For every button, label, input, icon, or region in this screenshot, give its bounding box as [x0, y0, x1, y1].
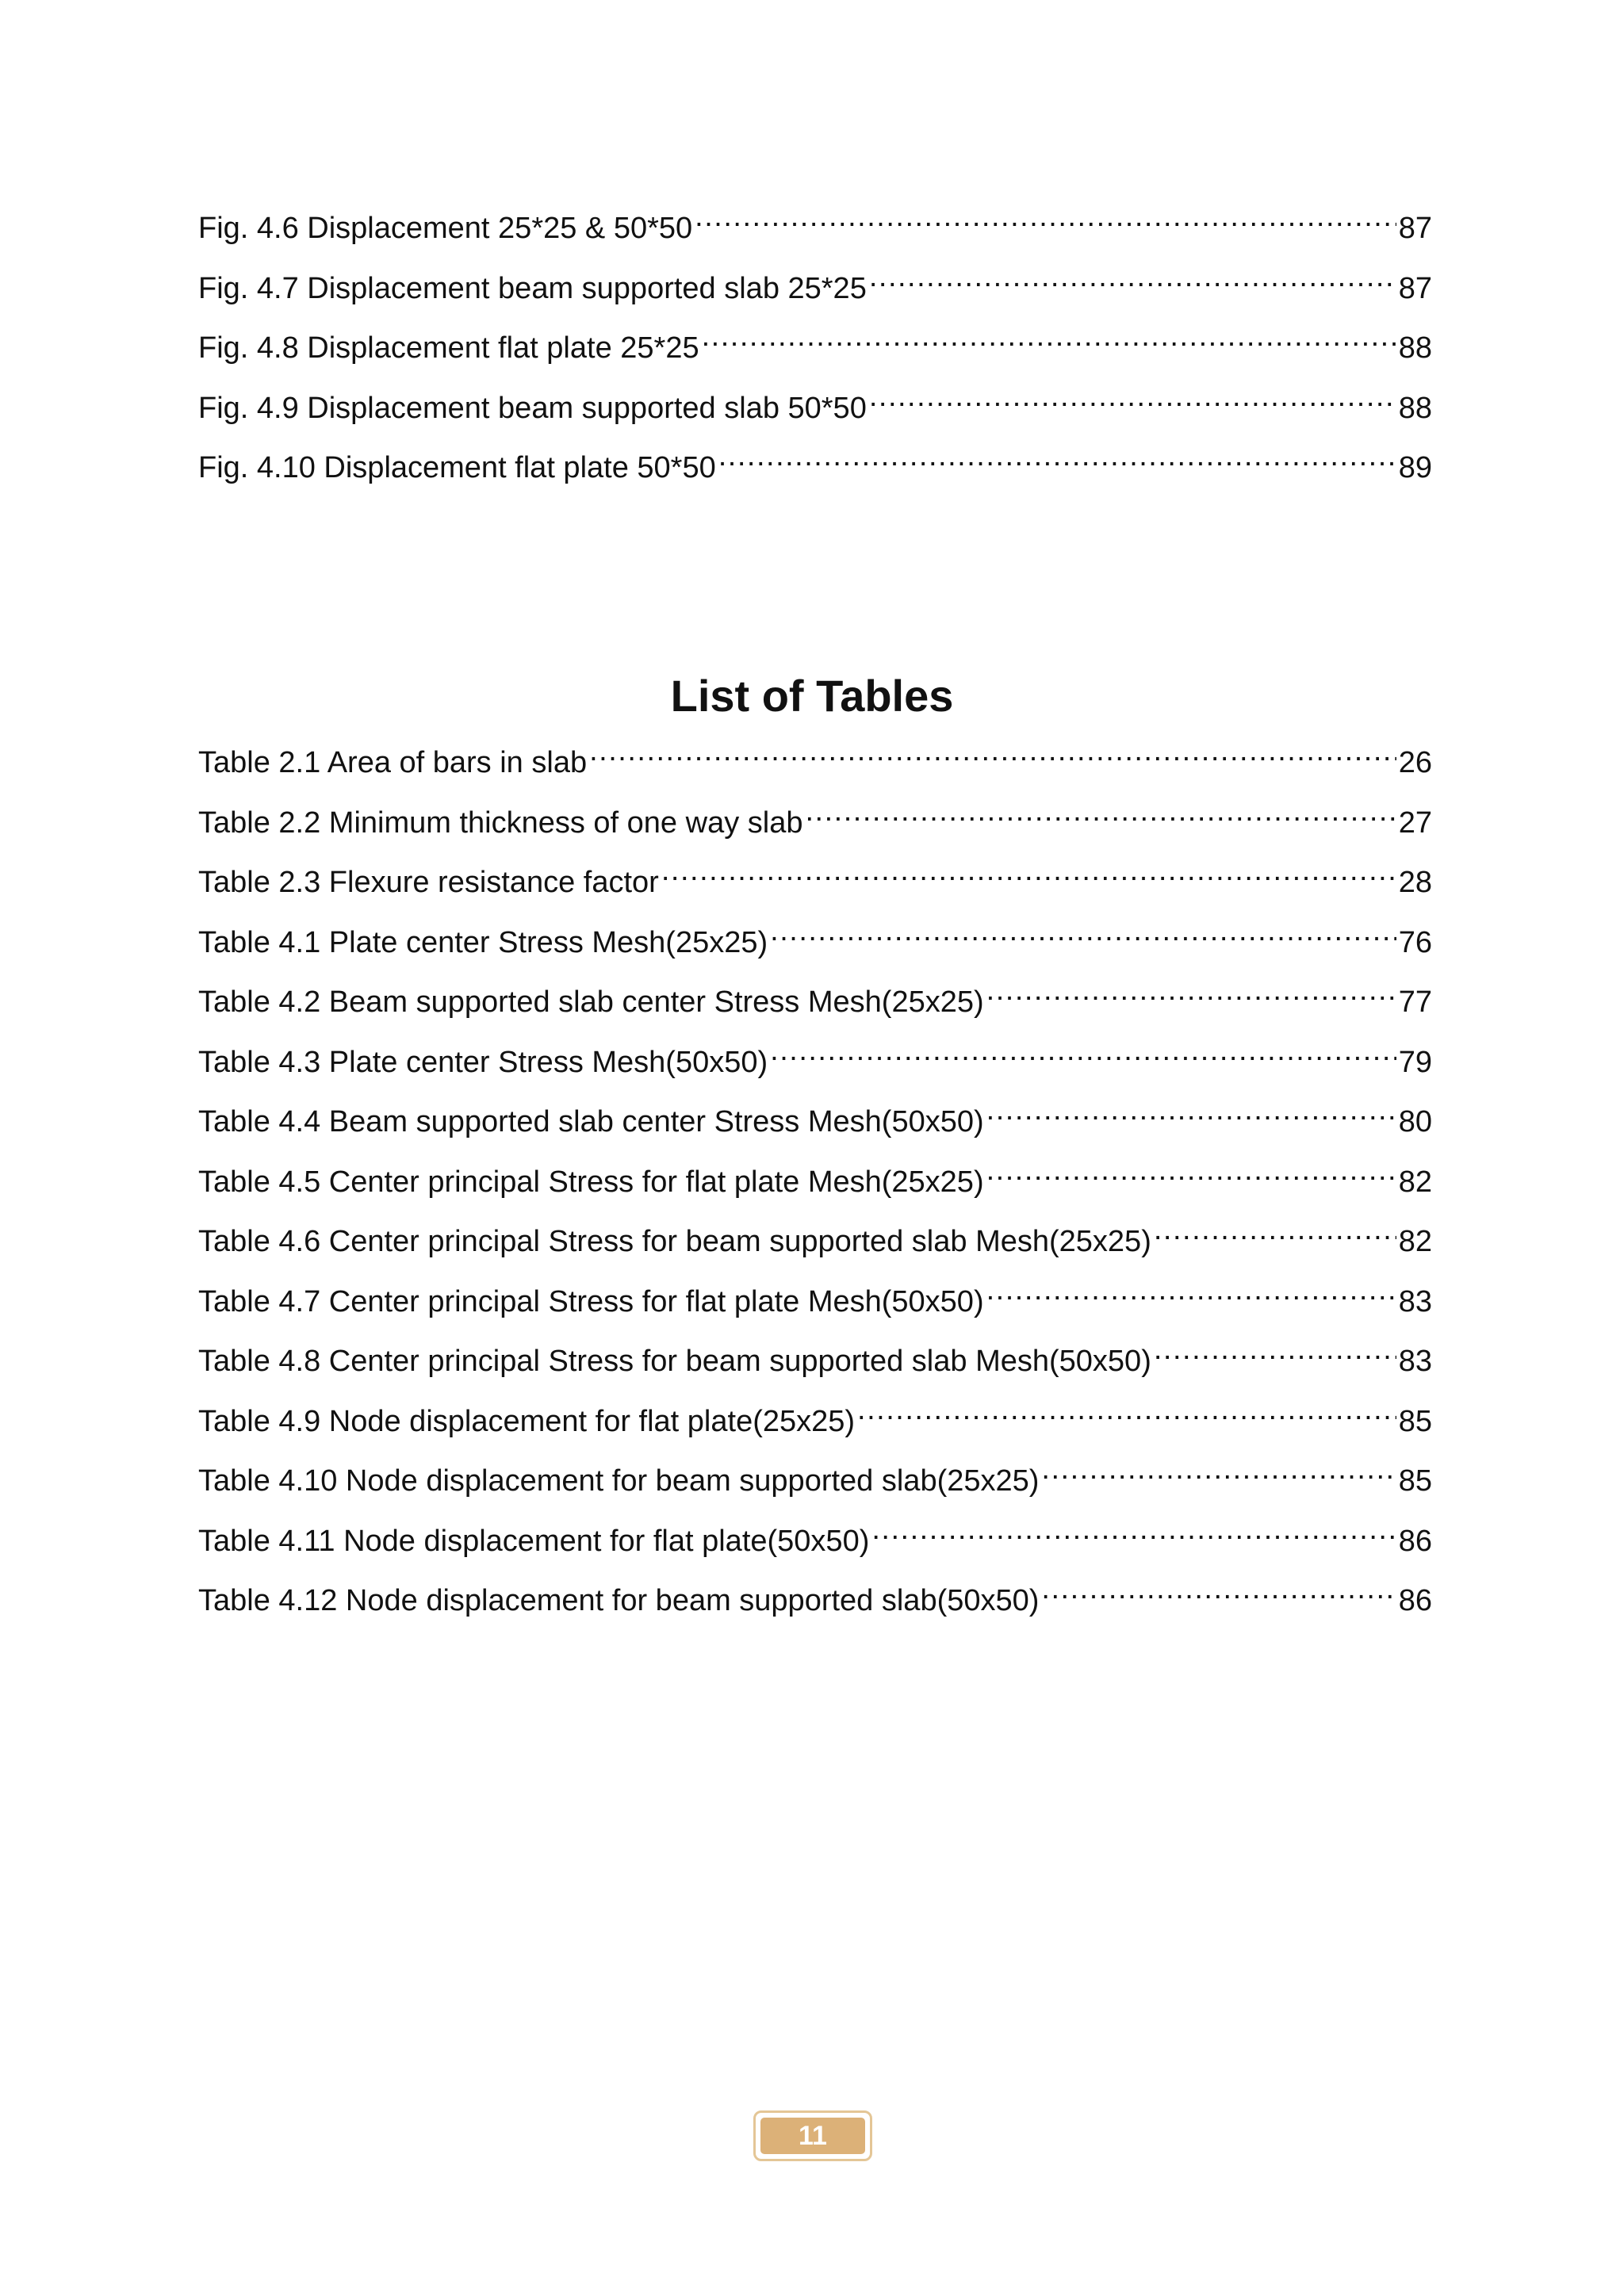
toc-entry-page: 82 — [1398, 1225, 1432, 1258]
toc-entry-page: 83 — [1398, 1345, 1432, 1378]
dot-leader — [871, 1510, 1396, 1551]
toc-entry-title: Table 4.1 Plate center Stress Mesh(25x25) — [198, 925, 768, 959]
toc-entry-page: 82 — [1398, 1165, 1432, 1199]
toc-entry-page: 27 — [1398, 806, 1432, 840]
toc-entry-title: Table 4.4 Beam supported slab center Stress Mesh(50x50) — [198, 1105, 984, 1138]
dot-leader — [702, 316, 1396, 358]
toc-entry-page: 86 — [1398, 1524, 1432, 1558]
toc-entry[interactable] — [198, 1090, 1432, 1150]
toc-entry[interactable] — [198, 257, 1432, 317]
dot-leader — [695, 197, 1396, 238]
dot-leader — [805, 791, 1396, 832]
dot-leader — [869, 257, 1396, 298]
dot-leader — [1154, 1210, 1396, 1251]
toc-entry-title: Fig. 4.7 Displacement beam supported slab 25*25 — [198, 271, 867, 305]
toc-entry-title: Table 4.12 Node displacement for beam supported slab(50x50) — [198, 1584, 1040, 1617]
toc-entry[interactable] — [198, 1330, 1432, 1390]
toc-entry[interactable] — [198, 197, 1432, 257]
toc-entry-title: Table 4.3 Plate center Stress Mesh(50x50) — [198, 1045, 768, 1079]
dot-leader — [1154, 1330, 1396, 1371]
toc-entry-page: 26 — [1398, 746, 1432, 779]
page-number: 11 — [760, 2118, 865, 2154]
toc-entry-page: 88 — [1398, 331, 1432, 365]
toc-entry[interactable] — [198, 911, 1432, 971]
toc-entry[interactable] — [198, 1031, 1432, 1091]
toc-entry-title: Table 4.8 Center principal Stress for beam supported slab Mesh(50x50) — [198, 1345, 1151, 1378]
toc-entry-page: 80 — [1398, 1105, 1432, 1138]
dot-leader — [718, 436, 1396, 477]
toc-entry-page: 87 — [1398, 271, 1432, 305]
toc-entry-title: Fig. 4.10 Displacement flat plate 50*50 — [198, 451, 716, 484]
toc-entry-title: Table 4.7 Center principal Stress for flat plate Mesh(50x50) — [198, 1284, 984, 1318]
toc-entry[interactable] — [198, 377, 1432, 437]
toc-entry-page: 86 — [1398, 1584, 1432, 1617]
toc-entry[interactable] — [198, 1270, 1432, 1330]
toc-entry-page: 79 — [1398, 1045, 1432, 1079]
toc-entry[interactable] — [198, 1510, 1432, 1570]
toc-entry[interactable] — [198, 851, 1432, 911]
toc-entry-title: Fig. 4.8 Displacement flat plate 25*25 — [198, 331, 699, 365]
toc-entry[interactable] — [198, 970, 1432, 1031]
toc-entry[interactable] — [198, 316, 1432, 377]
toc-entry[interactable] — [198, 436, 1432, 496]
toc-entry-title: Fig. 4.6 Displacement 25*25 & 50*50 — [198, 212, 693, 245]
toc-entry[interactable] — [198, 1210, 1432, 1270]
list-of-figures-continued — [198, 197, 1432, 496]
dot-leader — [770, 1031, 1396, 1072]
toc-entry[interactable] — [198, 791, 1432, 851]
toc-entry[interactable] — [198, 1390, 1432, 1450]
toc-entry-page: 89 — [1398, 451, 1432, 484]
toc-entry[interactable] — [198, 1150, 1432, 1211]
toc-entry-page: 88 — [1398, 391, 1432, 425]
toc-entry[interactable] — [198, 1449, 1432, 1510]
list-of-tables — [198, 731, 1432, 1629]
dot-leader — [1041, 1449, 1396, 1490]
toc-entry[interactable] — [198, 731, 1432, 791]
dot-leader — [589, 731, 1396, 772]
toc-entry-page: 85 — [1398, 1404, 1432, 1438]
toc-entry-title: Fig. 4.9 Displacement beam supported slab 50*50 — [198, 391, 867, 425]
toc-entry-page: 83 — [1398, 1284, 1432, 1318]
toc-entry-title: Table 4.9 Node displacement for flat plate(25x25) — [198, 1404, 856, 1438]
dot-leader — [986, 1270, 1396, 1311]
toc-entry-title: Table 4.2 Beam supported slab center Stress Mesh(25x25) — [198, 985, 984, 1019]
toc-entry-title: Table 4.6 Center principal Stress for beam supported slab Mesh(25x25) — [198, 1225, 1151, 1258]
toc-entry-page: 28 — [1398, 866, 1432, 899]
dot-leader — [986, 970, 1396, 1012]
toc-entry-page: 76 — [1398, 925, 1432, 959]
dot-leader — [986, 1090, 1396, 1131]
toc-entry-title: Table 4.10 Node displacement for beam supported slab(25x25) — [198, 1464, 1040, 1498]
toc-entry-page: 77 — [1398, 985, 1432, 1019]
list-of-tables-heading: List of Tables — [670, 670, 954, 721]
dot-leader — [986, 1150, 1396, 1192]
page-number-badge — [753, 2110, 872, 2161]
toc-entry-title: Table 4.11 Node displacement for flat plate(50x50) — [198, 1524, 870, 1558]
dot-leader — [869, 377, 1396, 418]
toc-entry-page: 87 — [1398, 212, 1432, 245]
toc-entry[interactable] — [198, 1569, 1432, 1629]
toc-entry-title: Table 4.5 Center principal Stress for flat plate Mesh(25x25) — [198, 1165, 984, 1199]
toc-entry-title: Table 2.1 Area of bars in slab — [198, 746, 588, 779]
toc-entry-title: Table 2.3 Flexure resistance factor — [198, 866, 659, 899]
toc-entry-page: 85 — [1398, 1464, 1432, 1498]
dot-leader — [661, 851, 1396, 892]
dot-leader — [1041, 1569, 1396, 1610]
dot-leader — [770, 911, 1396, 952]
toc-entry-title: Table 2.2 Minimum thickness of one way slab — [198, 806, 803, 840]
dot-leader — [857, 1390, 1396, 1431]
